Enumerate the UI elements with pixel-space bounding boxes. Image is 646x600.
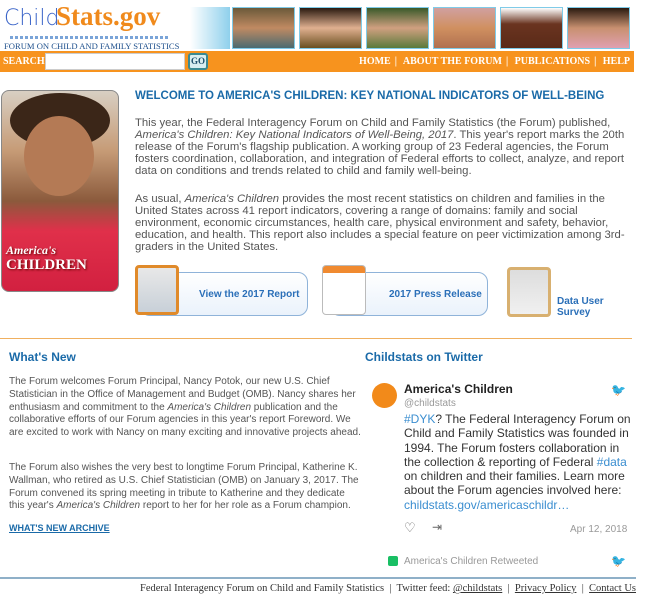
- retweet-icon: [388, 556, 398, 566]
- hashtag-data[interactable]: #data: [596, 454, 627, 469]
- footer-feed-label: Twitter feed:: [396, 583, 453, 594]
- brand-americas: America's: [6, 243, 56, 257]
- child-photo: [500, 7, 563, 49]
- hashtag-dyk[interactable]: #DYK: [404, 412, 436, 426]
- logo-subtitle: FORUM ON CHILD AND FAMILY STATISTICS: [4, 41, 180, 51]
- logo-stats: Stats.gov: [56, 1, 161, 31]
- nav-help[interactable]: HELP: [602, 56, 630, 67]
- footer: Federal Interagency Forum on Child and Family Statistics | Twitter feed: @childstats | Privacy Policy | Contact Us: [140, 583, 636, 594]
- nav-bar: SEARCH GO HOME | ABOUT THE FORUM | PUBLICATIONS | HELP: [0, 51, 634, 72]
- welcome-title: WELCOME TO AMERICA'S CHILDREN: KEY NATIONAL INDICATORS OF WELL-BEING: [135, 90, 605, 102]
- whats-new-title: What's New: [9, 350, 76, 364]
- nav-home[interactable]: HOME: [359, 56, 391, 67]
- like-heart-icon[interactable]: ♡: [404, 520, 416, 535]
- survey-clipboard-icon[interactable]: [507, 267, 551, 317]
- footer-twitter-link[interactable]: @childstats: [452, 583, 503, 594]
- divider: [0, 338, 632, 339]
- whats-new-paragraph-1: The Forum welcomes Forum Principal, Nancy Potok, our new U.S. Chief Statistician in the Office of Management and Budget (OMB). Nancy shares her enthusiasm and commitment to the America's Children publication and the collaborative efforts of our Forum agencies in this year's report Foreword. We are excited to work with Nancy on many exciting and innovative projects ahead.: [9, 376, 361, 439]
- brand-children: CHILDREN: [6, 257, 87, 273]
- press-release-label: 2017 Press Release: [389, 289, 482, 300]
- twitter-bird-icon[interactable]: 🐦: [611, 554, 626, 568]
- twitter-handle[interactable]: @childstats: [404, 398, 456, 409]
- tweet-date[interactable]: Apr 12, 2018: [570, 524, 628, 535]
- header-gradient: [190, 7, 230, 49]
- child-photo: [366, 7, 429, 49]
- child-photo: [567, 7, 630, 49]
- child-photo: [299, 7, 362, 49]
- welcome-paragraph-2: As usual, America's Children provides the most recent statistics on children and families in the United States across 41 report indicators, covering a range of domains: family and social environment, economic circumstances, health care, physical environment and safety, behavior, education, and health. This report also includes a special feature on peer victimization among 3rd- graders in the United States.: [135, 193, 625, 253]
- search-input[interactable]: [45, 53, 185, 70]
- twitter-bird-icon[interactable]: 🐦: [611, 383, 626, 397]
- notepad-pen-icon[interactable]: [322, 265, 366, 315]
- twitter-title: Childstats on Twitter: [365, 350, 483, 364]
- view-report-label: View the 2017 Report: [199, 289, 300, 300]
- twitter-account-name[interactable]: America's Children: [404, 382, 513, 396]
- nav-publications[interactable]: PUBLICATIONS: [514, 56, 591, 67]
- footer-divider: [0, 577, 636, 579]
- retweeted-label: America's Children Retweeted: [404, 556, 539, 567]
- privacy-policy-link[interactable]: Privacy Policy: [514, 583, 577, 594]
- clipboard-magnifier-icon[interactable]: [135, 265, 179, 315]
- tweet-link[interactable]: childstats.gov/americaschildr…: [404, 497, 570, 512]
- whats-new-paragraph-2: The Forum also wishes the very best to longtime Forum Principal, Katherine K. Wallman, who retired as U.S. Chief Statistician (OMB) on January 3, 2017. The Forum convened its spring meeting in tribute to Katherine and they dedicate this year's America's Children report to her for her role as a Forum champion.: [9, 462, 359, 512]
- nav-about[interactable]: ABOUT THE FORUM: [402, 56, 502, 67]
- go-button[interactable]: GO: [188, 53, 208, 70]
- child-photo: [232, 7, 295, 49]
- whats-new-archive-link[interactable]: WHAT'S NEW ARCHIVE: [9, 523, 110, 533]
- data-user-survey-link[interactable]: Data User Survey: [557, 296, 604, 318]
- footer-org: Federal Interagency Forum on Child and Family Statistics: [140, 583, 385, 594]
- americas-children-cover-image[interactable]: [1, 90, 119, 292]
- search-label: SEARCH: [3, 56, 45, 67]
- welcome-paragraph-1: This year, the Federal Interagency Forum on Child and Family Statistics (the Forum) published, America's Children: Key National Indicators of Well-Being, 2017. This year's report marks the 20th release of the Forum's flagship publication. A working group of 23 Federal agencies, the Forum fosters coordination, collaboration, and integration of Federal efforts to collect, analyze, and report data on conditions and trends related to child and family well-being.: [135, 117, 625, 177]
- twitter-avatar[interactable]: [372, 383, 397, 408]
- contact-us-link[interactable]: Contact Us: [589, 583, 636, 594]
- logo-wave: [10, 36, 170, 39]
- share-icon[interactable]: ⇥: [432, 520, 443, 534]
- child-photo: [433, 7, 496, 49]
- childstats-logo[interactable]: [4, 1, 194, 51]
- logo-child: Child: [4, 6, 60, 31]
- tweet-text: #DYK? The Federal Interagency Forum on Child and Family Statistics was founded in 1994. The Forum fosters collaboration in the collection & reporting of Federal #data on children and their families. Learn more about the Forum agencies involved here: childstats.gov/americaschildr…: [404, 412, 631, 512]
